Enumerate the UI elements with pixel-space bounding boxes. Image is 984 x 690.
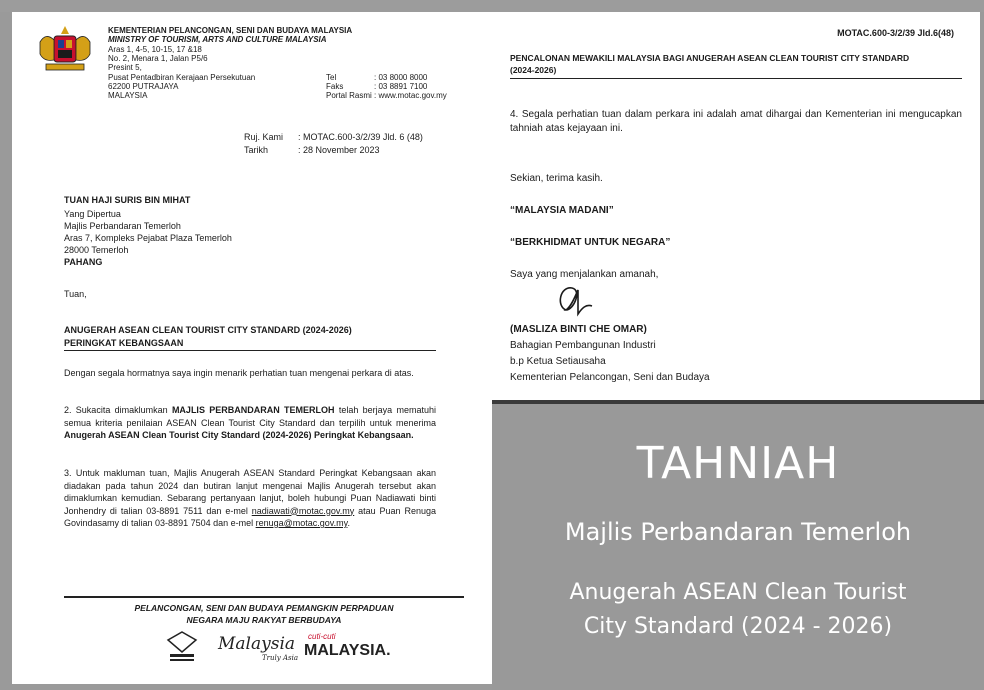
paragraph-4: 4. Segala perhatian tuan dalam perkara ini adalah amat dihargai dan Kementerian ini mengucapkan tahniah atas kejayaan ini. [510, 109, 962, 134]
council-name: Majlis Perbandaran Temerloh [564, 518, 912, 546]
address-line: Aras 1, 4-5, 10-15, 17 &18 [108, 45, 202, 54]
signature-mark [552, 280, 600, 322]
malaysia-truly-asia-logo: Malaysia [218, 634, 296, 654]
letter-subject [64, 324, 436, 351]
congratulation-panel [492, 404, 984, 690]
slogan: “MALAYSIA MADANI” [510, 205, 614, 216]
subject-line: (2024-2026) [510, 65, 557, 75]
salutation: Tuan, [64, 289, 87, 299]
council-name-bold: MAJLIS PERBANDARAN TEMERLOH [171, 405, 335, 415]
truly-asia-text: Truly Asia [262, 654, 299, 662]
paragraph-text: 2. Sukacita dimaklumkan [64, 405, 172, 415]
coat-of-arms-emblem [36, 24, 94, 74]
subject-line: PERINGKAT KEBANGSAAN [64, 337, 184, 348]
signoff-text: Saya yang menjalankan amanah, [510, 269, 659, 280]
closing-text: Sekian, terima kasih. [510, 173, 603, 184]
signer-line: b.p Ketua Setiausaha [510, 356, 606, 367]
email-link[interactable]: nadiawati@motac.gov.my [251, 505, 355, 516]
paragraph-text: 3. Untuk makluman tuan, Majlis Anugerah ASEAN Standard Peringkat Kebangsaan akan diadakan pada tahun 2024 dan butiran lanjut mengenai Majlis Anugerah tersebut akan dimaklumkan kemudian. Sebarang pertanyaan lanjut, boleh hubungi Puan Nadiawati binti Jonhendry di talian 03-8891 7511 dan e-mel [64, 468, 436, 516]
address-line: MALAYSIA [108, 91, 148, 100]
headline: TAHNIAH [636, 438, 840, 489]
address-line: Presint 5, [108, 63, 142, 72]
ministry-name-english: MINISTRY OF TOURISM, ARTS AND CULTURE MALAYSIA [108, 35, 327, 44]
contact-value: : 03 8000 8000 [374, 73, 428, 82]
recipient-state: PAHANG [64, 257, 103, 267]
subject-line: PENCALONAN MEWAKILI MALAYSIA BAGI ANUGERAH ASEAN CLEAN TOURIST CITY STANDARD [510, 53, 910, 63]
address-line: No. 2, Menara 1, Jalan P5/6 [108, 54, 208, 63]
recipient-line: Yang Dipertua [64, 209, 121, 219]
recipient-line: Aras 7, Kompleks Pejabat Plaza Temerloh [64, 233, 232, 243]
letter-subject [510, 52, 962, 79]
recipient-name: TUAN HAJI SURIS BIN MIHAT [64, 195, 191, 205]
contact-label: Tel [326, 73, 337, 82]
contact-value: : 03 8891 7100 [374, 82, 428, 91]
award-title-line: Anugerah ASEAN Clean Tourist [569, 580, 907, 605]
reference-number: : MOTAC.600-3/2/39 Jld. 6 (48) [298, 132, 423, 142]
reference-number: MOTAC.600-3/2/39 Jld.6(48) [837, 28, 954, 38]
cuti-cuti-malaysia-logo: MALAYSIA. [304, 642, 391, 659]
ministry-name-malay: KEMENTERIAN PELANCONGAN, SENI DAN BUDAYA MALAYSIA [108, 26, 353, 35]
reference-label: Ruj. Kami [244, 132, 284, 142]
letter-page-1 [12, 12, 492, 684]
signer-line: Bahagian Pembangunan Industri [510, 340, 656, 351]
footer-slogan: PELANCONGAN, SENI DAN BUDAYA PEMANGKIN PERPADUAN [134, 603, 394, 613]
contact-label: Portal Rasmi [326, 91, 372, 100]
cuti-cuti-text: cuti-cuti [308, 632, 336, 641]
signer-name: (MASLIZA BINTI CHE OMAR) [510, 324, 647, 335]
paragraph-text: telah berjaya mematuhi semua kriteria penilaian ASEAN Clean Tourist City Standard dan terpilih untuk menerima [64, 405, 436, 428]
paragraph-text: . [347, 518, 350, 528]
award-title [492, 576, 984, 644]
contact-label: Faks [326, 82, 344, 91]
slogan: “BERKHIDMAT UNTUK NEGARA” [510, 237, 671, 248]
recipient-line: 28000 Temerloh [64, 245, 129, 255]
paragraph-text: atau Puan Renuga Govindasamy di talian 03-8891 7504 dan e-mel [64, 505, 436, 528]
address-line: Pusat Pentadbiran Kerajaan Persekutuan [108, 73, 256, 82]
subject-line: ANUGERAH ASEAN CLEAN TOURIST CITY STANDARD (2024-2026) [64, 325, 352, 335]
address-line: 62200 PUTRAJAYA [108, 82, 179, 91]
paragraph-3 [64, 467, 436, 530]
date-value: : 28 November 2023 [298, 145, 380, 155]
letter-page-2 [492, 12, 980, 400]
footer-divider [64, 596, 464, 598]
paragraph-1: Dengan segala hormatnya saya ingin menarik perhatian tuan mengenai perkara di atas. [64, 368, 414, 378]
email-link[interactable]: renuga@motac.gov.my [255, 518, 348, 528]
recipient-line: Majlis Perbandaran Temerloh [64, 221, 181, 231]
footer-slogan: NEGARA MAJU RAKYAT BERBUDAYA [186, 615, 342, 625]
award-title-line: City Standard (2024 - 2026) [583, 614, 893, 639]
award-name-bold: Anugerah ASEAN Clean Tourist City Standard (2024-2026) Peringkat Kebangsaan. [64, 430, 414, 440]
contact-value: : www.motac.gov.my [374, 91, 447, 100]
top-frame [0, 0, 984, 12]
date-label: Tarikh [244, 145, 269, 155]
signer-line: Kementerian Pelancongan, Seni dan Budaya [510, 372, 710, 383]
certification-logo [162, 630, 202, 666]
paragraph-2 [64, 404, 436, 442]
